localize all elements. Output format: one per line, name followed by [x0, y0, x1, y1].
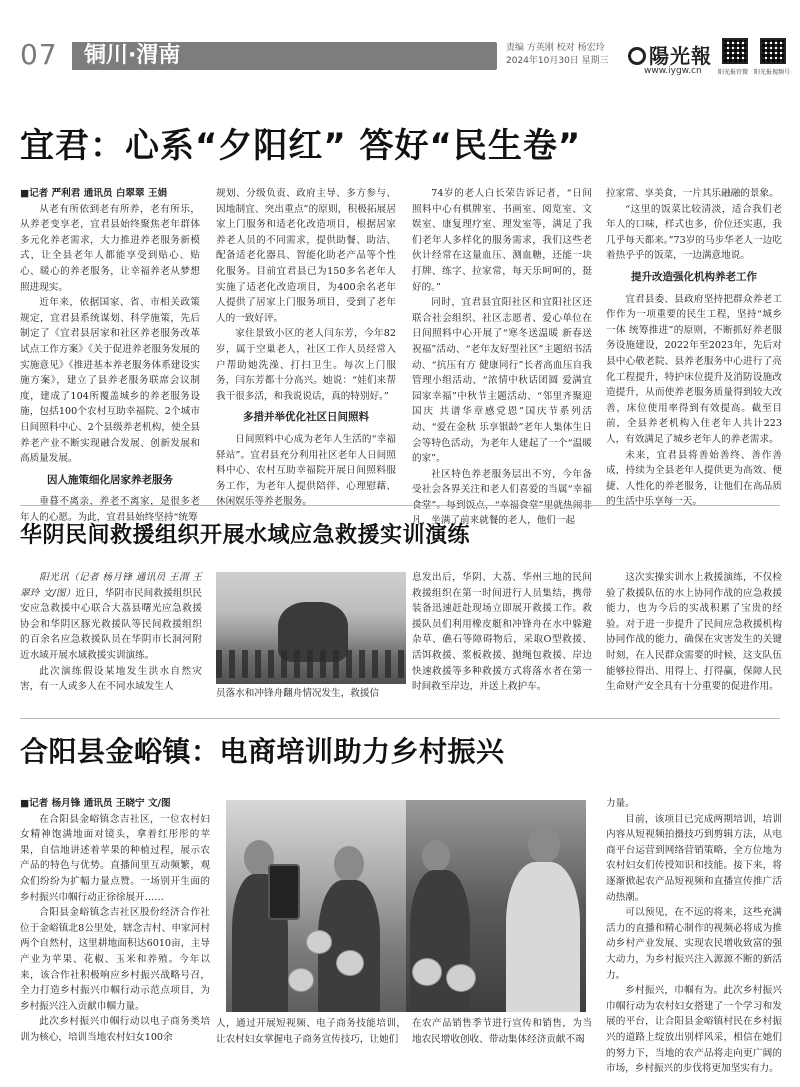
paragraph-text: 近日，华阴市民间救援组织民安应急救援中心联合大荔县曙光应急救援协会和华阴区豚光救援队等民间救援组织的百余名应急救援队员在华阴市长洞河附近水域开展水域救援实训演练。: [20, 587, 202, 661]
paragraph: 垂暮不离亲，养老不离家，是很多老年人的心愿。为此，宜君县始终坚持“统筹: [20, 496, 200, 523]
paragraph: 家住景致小区的老人闫东芳，今年82岁，属于空巢老人，社区工作人员经常入户帮助她洗澡、打扫卫生。每次上门服务，闫东芳都十分高兴。她说：“娃们来帮我干很多活，和我说说话，真的特别好。”: [216, 328, 396, 402]
byline: ■记者 杨月锋 通讯员 王晓宁 文/图: [20, 798, 171, 809]
subheading: 提升改造强化机构养老工作: [631, 270, 757, 283]
article-column: [20, 570, 202, 695]
qr-label: 阳光报视频号: [754, 69, 791, 76]
apple-shape: [412, 958, 442, 986]
article-column: [216, 186, 396, 510]
paragraph: 74岁的老人白长荣告诉记者，“日间照料中心有棋牌室、书画室、阅览室、文娱室、康复理疗室、理发室等，满足了我们老年人多样化的服务需求，我们这些老伙计经常在这量血压、测血糖，还能一块打牌、练字、拉家常，每天乐呵呵的，挺好的。”: [412, 188, 592, 293]
byline: ■记者 严利君 通讯员 白翠翠 王娟: [20, 188, 168, 199]
person-shape: [334, 846, 364, 882]
article-headline: 宜君：心系“夕阳红” 答好“民生卷”: [20, 126, 582, 166]
qr-code-icon[interactable]: [760, 38, 786, 64]
article-headline: 华阴民间救援组织开展水域应急救援实训演练: [20, 523, 471, 548]
qr-label: 阳光报官微: [718, 69, 749, 76]
section-banner: [72, 42, 497, 70]
paragraph: 近年来，依据国家、省、市相关政策规定，宜君县系统谋划、科学施策，先后制定了《宜君县居家和社区养老服务改革试点工作方案》《关于促进养老服务发展的实施意见》《推进基本养老服务体系建设实施方案》，建立了县养老服务联席会议制度，建成了104所覆盖城乡的养老服务设施，包括100个农村互助幸福院、2个城市日间照料中心、2个县级养老机构，使全县养老产业不断实现融合发展、创新发展和高质量发展。: [20, 297, 200, 465]
masthead: [20, 38, 790, 76]
person-shape: [422, 840, 450, 872]
paragraph: 合阳县金峪镇念吉社区股份经济合作社位于金峪镇北8公里处，辖念吉村、申家河村两个自然村，这里耕地面积达6010亩，主导产业为苹果、花椒、玉米和养殖。今年以来，该合作社积极响应乡村振兴战略号召，全力打造乡村振兴巾帼行动示范点项目，为乡村振兴注入贡献巾帼力量。: [20, 907, 210, 1012]
paragraph: 可以预见，在不远的将来，这些充满活力的直播和精心制作的视频必将成为推动乡村产业发展、实现农民增收致富的强大动力，为乡村振兴注入源源不断的新活力。: [606, 907, 782, 981]
paragraph: 人，通过开展短视频、电子商务技能培训，让农村妇女掌握电子商务宣传技巧，让她们: [216, 1018, 406, 1045]
page-number: 07: [20, 38, 58, 71]
paragraph: “这里的饭菜比较清淡，适合我们老年人的口味，样式也多，价位还实惠，我几乎每天都来。”73岁的马步华老人一边吃着热乎乎的饭菜，一边满意地说。: [606, 203, 782, 262]
crowd-shape: [216, 650, 406, 678]
byline: 阳光讯（记者 杨月锋 通讯员 王渭 王翠玲 文/图）: [20, 572, 202, 599]
newspaper-logo: [628, 40, 712, 69]
article-column: [606, 570, 782, 695]
apple-shape: [306, 930, 332, 954]
article-column: [20, 796, 210, 1046]
paragraph: 在合阳县金峪镇念吉社区，一位农村妇女精神饱满地面对镜头，拿着红彤彤的苹果，自信地讲述着苹果的种植过程，展示农产品的特色与优势。直播间里互动频繁，观众们纷纷为扩幅力量点赞。一场别开生面的乡村振兴巾帼行动正徐徐展开……: [20, 813, 210, 903]
apple-shape: [336, 950, 364, 976]
paragraph: 目前，该项目已完成两期培训，培训内容从短视频拍摄技巧到剪辑方法，从电商平台运营到网络营销策略，全方位地为农村妇女们传授知识和技能。接下来，将逐渐掀起农产品短视频和直播宣传推广活动热潮。: [606, 813, 782, 903]
paragraph: [20, 570, 202, 664]
divider: [20, 718, 780, 719]
livestream-photo-left: [226, 800, 406, 1012]
livestream-photo-right: [406, 800, 586, 1012]
paragraph: 宜君县委、县政府坚持把群众养老工作作为一项重要的民生工程，坚持“城乡一体 统筹推进”的原则，不断抓好养老服务设施建设，2022年至2023年，先后对县中心敬老院、县养老服务中心进行了亮化工程提升，特护床位提升及消防设施改造提升，从而使养老服务质量得到较大改善，床位使用率得到有效提高。截至目前，全县养老机构入住老年人共计223人，有效满足了城乡老年人的养老需求。: [606, 293, 782, 445]
paragraph: 规划、分级负责、政府主导、多方参与、因地制宜、突出重点”的原则，积极拓展居家上门服务和适老化改造项目，根据居家养老人员的不同需求，提供助餐、助洁、配备适老化器具、智能化助老产品等个性化服务。目前宜君县已为150多名老年人实施了适老化改造项目，为400余名老年人提供了居家上门服务项目，受到了老年人的一致好评。: [216, 188, 396, 324]
apple-shape: [446, 964, 476, 992]
article-column: [606, 796, 782, 1077]
article-column: [20, 186, 200, 525]
paragraph: 乡村振兴，巾帼有为。此次乡村振兴巾帼行动为农村妇女搭建了一个学习和发展的平台，让合阳县金峪镇村民在乡村振兴的道路上绽放出别样风采，相信在她们的努力下，当地的农产品将走向更广阔的市场，乡村振兴的步伐将更加坚实有力。: [606, 985, 782, 1075]
article-column: [412, 186, 592, 529]
paragraph: 拉家常、享美食，一片其乐融融的景象。: [606, 188, 779, 199]
paragraph: 员落水和冲锋舟翻舟情况发生，救援信: [216, 688, 380, 699]
paragraph: 未来，宜君县将善始善终、善作善成，持续为全县老年人提供更为高效、便捷、人性化的养老服务，让他们在高品质的生活中乐享每一天。: [606, 449, 782, 508]
paragraph: 在农产品销售季节进行宣传和销售，为当地农民增收创收、带动集体经济贡献不竭: [412, 1018, 592, 1045]
person-shape: [506, 862, 580, 1012]
paragraph: 日间照料中心成为老年人生活的“幸福驿站”。宜君县充分利用社区老年人日间照料中心、农村互助幸福院开展日间照料服务工作，为老年人提供陪伴、心理慰藉、休闲娱乐等养老服务。: [216, 433, 396, 508]
logo-text: 陽光報: [649, 44, 712, 68]
section-name: 铜川·渭南: [84, 43, 181, 68]
date-line: 2024年10月30日 星期三: [506, 56, 609, 66]
article-column: [412, 1016, 592, 1047]
paragraph: 息发出后，华阴、大荔、华州三地的民间救援组织在第一时间进行人员集结，携带装备迅速赶赴现场立即展开救援工作。救援队员们利用橡皮艇和冲锋舟在水中躲避杂草、礁石等障碍物后，采取O型救援、活饵救援、浆板救援、抛绳包救援、岸边快速救援等多种救援方式将落水者在第一时间救至岸边，并送上救护车。: [412, 572, 592, 693]
article-column: [412, 570, 592, 695]
paragraph: 同时，宜君县宜阳社区和宜阳社区还联合社会组织、社区志愿者、爱心单位在日间照料中心开展了“寒冬送温暖 新春送祝福”活动、“老年友好型社区”主题绍书活动、“抗压有方 健康同行”长者高血压自我管理小组活动、“浓情中秋话团圆 爱满宜园家幸福”中秋节主题活动、“邻里齐聚迎国庆 共谱华章感党恩”国庆节系列活动、“爱在金秋 乐享银龄”老年人集体生日会等特色活动，为老年人建起了一个“温暖的家”。: [412, 297, 592, 465]
paragraph: 这次实操实训水上救援演练，不仅检验了救援队伍的水上协同作战的应急救援能力，也为今后的实战积累了宝贵的经验。对于进一步提升了民间应急救援机构协同作战的能力，确保在灾害发生的关键时刻，在人民群众需要的时候，这支队伍能够拉得出、用得上、打得赢，保障人民生命财产安全具有十分重要的促进作用。: [606, 572, 782, 693]
paragraph: 此次演练假设某地发生洪水自然灾害，有一人或多人在不同水域发生人: [20, 665, 202, 693]
editor-credits: [506, 42, 609, 68]
paragraph: 从老有所依到老有所养，老有所乐，从养老变享老，宜君县始终聚焦老年群体多元化养老需求，大力推进养老服务新模式，让全县老年人都能享受到贴心、贴心、暖心的养老服务，让幸福养老从梦想照进现实。: [20, 203, 200, 293]
paragraph: 社区特色养老服务层出不穷，今年备受社会各界关注和老人们喜爱的当属“幸福食堂”。每到饭点，“幸福食堂”里就热闹非凡，坐满了前来就餐的老人，他们一起: [412, 468, 592, 527]
rescue-drill-photo: [216, 572, 406, 684]
paragraph: 此次乡村振兴巾帼行动以电子商务类培训为核心，培训当地农村妇女100余: [20, 1016, 210, 1043]
website-url[interactable]: www.iygw.cn: [644, 66, 702, 76]
person-shape: [528, 826, 560, 864]
apple-shape: [288, 968, 314, 992]
qr-code-icon[interactable]: [722, 38, 748, 64]
article-column: [216, 1016, 406, 1047]
subheading: 多措并举优化社区日间照料: [243, 411, 369, 424]
article-headline: 合阳县金峪镇：电商培训助力乡村振兴: [20, 735, 505, 768]
sun-logo-icon: [628, 47, 646, 65]
article-column: [216, 686, 406, 702]
subheading: 因人施策细化居家养老服务: [47, 473, 173, 486]
phone-icon: [268, 864, 300, 920]
credits-line: 责编 方英刚 校对 杨宏玲: [506, 43, 605, 53]
paragraph: 力量。: [606, 798, 635, 809]
divider: [20, 505, 780, 506]
article-column: [606, 186, 782, 510]
